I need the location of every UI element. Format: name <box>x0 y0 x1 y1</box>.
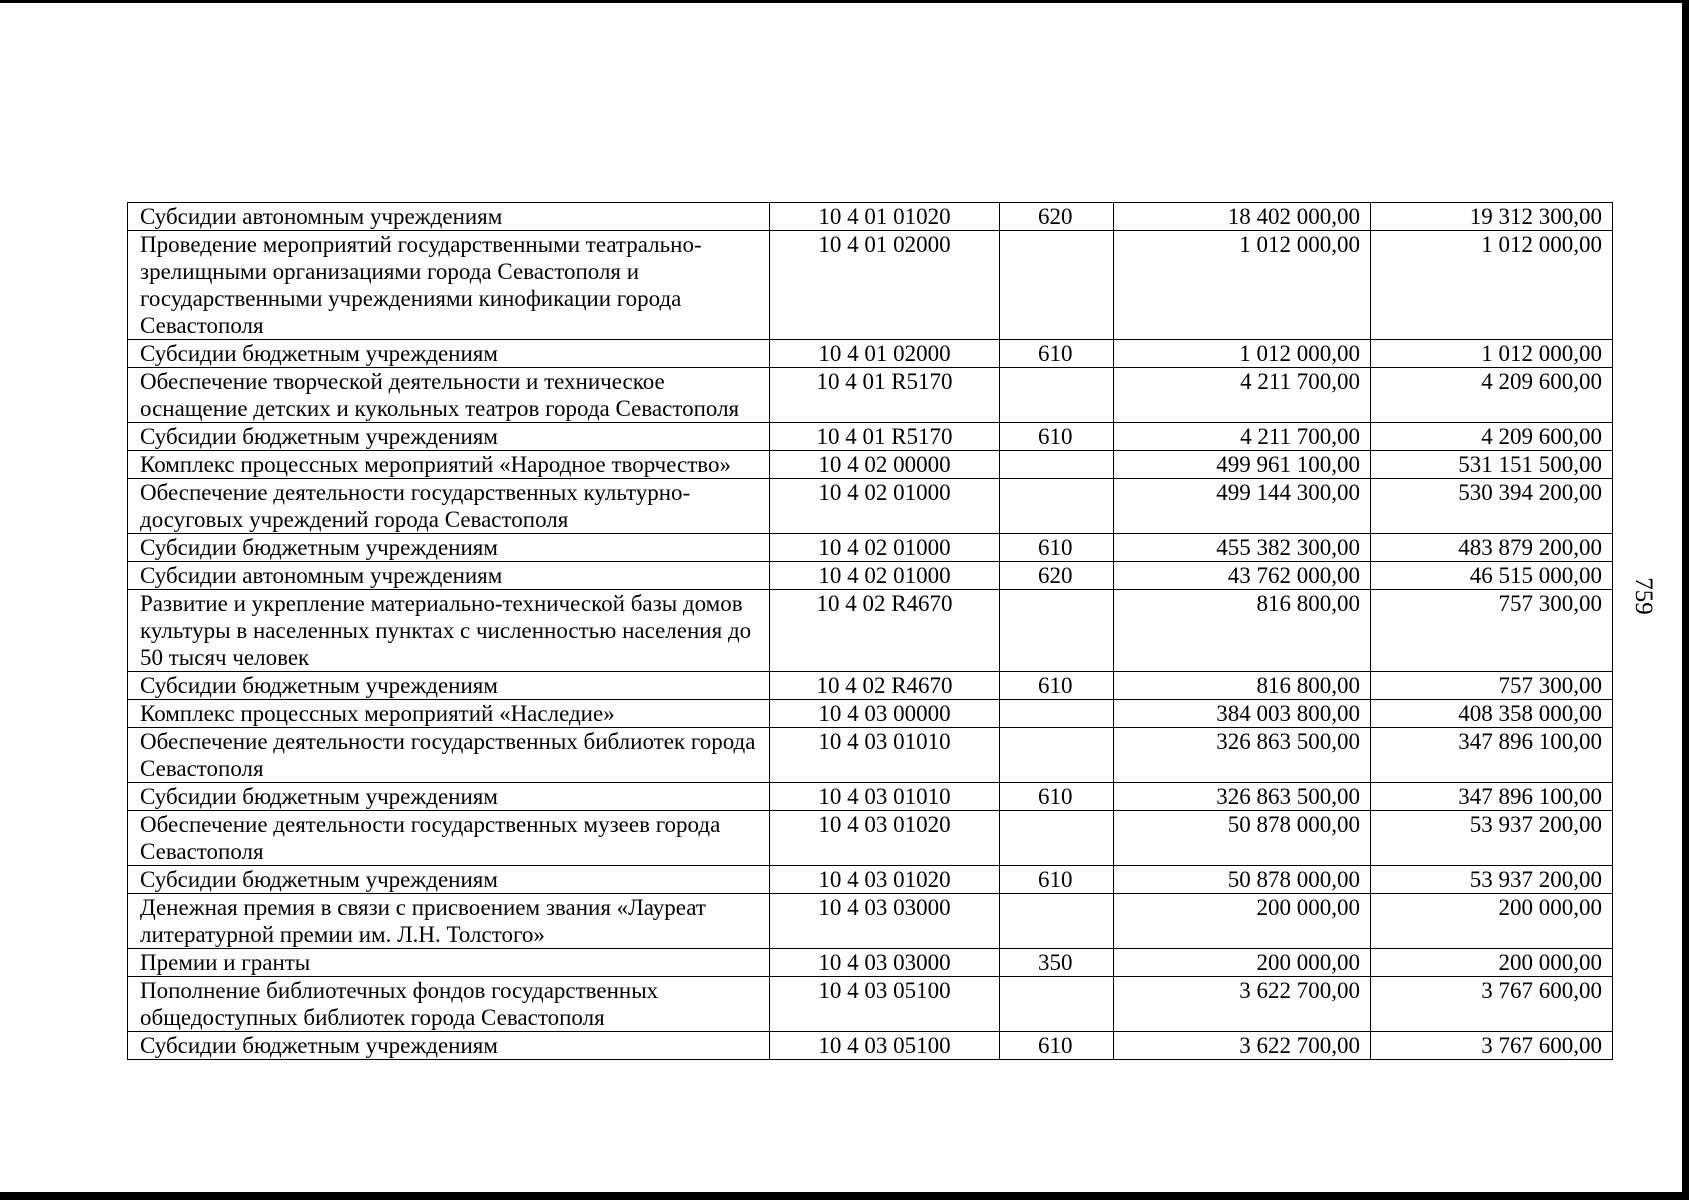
row-amount2-cell: 200 000,00 <box>1371 949 1613 977</box>
row-name-cell: Субсидии бюджетным учреждениям <box>128 534 770 562</box>
row-code-cell: 10 4 03 01010 <box>770 783 1000 811</box>
row-type-cell: 620 <box>1000 562 1114 590</box>
table-row <box>128 340 1613 368</box>
row-amount2-cell: 483 879 200,00 <box>1371 534 1613 562</box>
row-name-cell: Субсидии бюджетным учреждениям <box>128 423 770 451</box>
row-code-cell: 10 4 01 01020 <box>770 203 1000 231</box>
row-name-cell: Развитие и укрепление материально-технической базы домов культуры в населенных пунктах с численностью населения до 50 тысяч человек <box>128 590 770 672</box>
row-amount1-cell: 43 762 000,00 <box>1114 562 1371 590</box>
row-amount1-cell: 1 012 000,00 <box>1114 340 1371 368</box>
row-type-cell <box>1000 977 1114 1032</box>
row-name-cell: Денежная премия в связи с присвоением звания «Лауреат литературной премии им. Л.Н. Толстого» <box>128 894 770 949</box>
row-code-cell: 10 4 03 01020 <box>770 866 1000 894</box>
scan-border-bottom <box>0 1192 1689 1200</box>
row-amount2-cell: 3 767 600,00 <box>1371 977 1613 1032</box>
row-amount2-cell: 347 896 100,00 <box>1371 728 1613 783</box>
row-amount1-cell: 326 863 500,00 <box>1114 728 1371 783</box>
row-name-cell: Субсидии бюджетным учреждениям <box>128 783 770 811</box>
row-amount2-cell: 46 515 000,00 <box>1371 562 1613 590</box>
row-type-cell: 610 <box>1000 866 1114 894</box>
row-amount1-cell: 50 878 000,00 <box>1114 811 1371 866</box>
table-row <box>128 562 1613 590</box>
row-type-cell <box>1000 894 1114 949</box>
row-type-cell <box>1000 231 1114 340</box>
row-name-cell: Субсидии автономным учреждениям <box>128 562 770 590</box>
row-type-cell: 350 <box>1000 949 1114 977</box>
row-type-cell <box>1000 811 1114 866</box>
budget-table-container <box>127 202 1612 1060</box>
table-row <box>128 534 1613 562</box>
row-type-cell: 610 <box>1000 534 1114 562</box>
row-name-cell: Комплекс процессных мероприятий «Наследие» <box>128 700 770 728</box>
row-amount1-cell: 200 000,00 <box>1114 894 1371 949</box>
row-amount2-cell: 408 358 000,00 <box>1371 700 1613 728</box>
row-amount2-cell: 53 937 200,00 <box>1371 811 1613 866</box>
row-type-cell <box>1000 700 1114 728</box>
row-amount2-cell: 53 937 200,00 <box>1371 866 1613 894</box>
table-row <box>128 1032 1613 1060</box>
row-code-cell: 10 4 03 01010 <box>770 728 1000 783</box>
row-amount2-cell: 3 767 600,00 <box>1371 1032 1613 1060</box>
row-code-cell: 10 4 03 00000 <box>770 700 1000 728</box>
table-row <box>128 949 1613 977</box>
table-row <box>128 451 1613 479</box>
row-type-cell: 610 <box>1000 783 1114 811</box>
budget-table-body <box>128 203 1613 1060</box>
row-amount1-cell: 200 000,00 <box>1114 949 1371 977</box>
row-amount2-cell: 347 896 100,00 <box>1371 783 1613 811</box>
row-amount1-cell: 50 878 000,00 <box>1114 866 1371 894</box>
table-row <box>128 231 1613 340</box>
row-amount1-cell: 4 211 700,00 <box>1114 423 1371 451</box>
page-number: 759 <box>1630 577 1657 615</box>
row-amount2-cell: 4 209 600,00 <box>1371 368 1613 423</box>
row-code-cell: 10 4 01 R5170 <box>770 368 1000 423</box>
row-name-cell: Субсидии бюджетным учреждениям <box>128 1032 770 1060</box>
row-type-cell <box>1000 590 1114 672</box>
table-row <box>128 977 1613 1032</box>
row-name-cell: Пополнение библиотечных фондов государственных общедоступных библиотек города Севастополя <box>128 977 770 1032</box>
row-code-cell: 10 4 03 05100 <box>770 1032 1000 1060</box>
table-row <box>128 894 1613 949</box>
table-row <box>128 203 1613 231</box>
row-amount1-cell: 3 622 700,00 <box>1114 977 1371 1032</box>
row-amount1-cell: 455 382 300,00 <box>1114 534 1371 562</box>
row-code-cell: 10 4 03 01020 <box>770 811 1000 866</box>
row-code-cell: 10 4 01 02000 <box>770 231 1000 340</box>
table-row <box>128 811 1613 866</box>
row-amount1-cell: 816 800,00 <box>1114 672 1371 700</box>
row-code-cell: 10 4 03 03000 <box>770 894 1000 949</box>
row-amount1-cell: 326 863 500,00 <box>1114 783 1371 811</box>
row-amount1-cell: 499 961 100,00 <box>1114 451 1371 479</box>
row-amount1-cell: 1 012 000,00 <box>1114 231 1371 340</box>
row-name-cell: Премии и гранты <box>128 949 770 977</box>
row-name-cell: Обеспечение деятельности государственных музеев города Севастополя <box>128 811 770 866</box>
row-amount2-cell: 4 209 600,00 <box>1371 423 1613 451</box>
table-row <box>128 728 1613 783</box>
row-type-cell <box>1000 451 1114 479</box>
table-row <box>128 479 1613 534</box>
table-row <box>128 368 1613 423</box>
row-amount1-cell: 499 144 300,00 <box>1114 479 1371 534</box>
row-code-cell: 10 4 02 R4670 <box>770 590 1000 672</box>
scan-border-right <box>1682 0 1689 1200</box>
row-name-cell: Обеспечение деятельности государственных библиотек города Севастополя <box>128 728 770 783</box>
row-name-cell: Субсидии бюджетным учреждениям <box>128 340 770 368</box>
row-code-cell: 10 4 02 R4670 <box>770 672 1000 700</box>
row-code-cell: 10 4 03 03000 <box>770 949 1000 977</box>
row-amount2-cell: 200 000,00 <box>1371 894 1613 949</box>
row-name-cell: Субсидии бюджетным учреждениям <box>128 672 770 700</box>
row-name-cell: Субсидии бюджетным учреждениям <box>128 866 770 894</box>
row-code-cell: 10 4 01 02000 <box>770 340 1000 368</box>
row-name-cell: Обеспечение творческой деятельности и техническое оснащение детских и кукольных театров города Севастополя <box>128 368 770 423</box>
table-row <box>128 423 1613 451</box>
row-type-cell <box>1000 368 1114 423</box>
row-amount1-cell: 4 211 700,00 <box>1114 368 1371 423</box>
row-amount2-cell: 1 012 000,00 <box>1371 231 1613 340</box>
row-name-cell: Обеспечение деятельности государственных культурно-досуговых учреждений города Севастополя <box>128 479 770 534</box>
row-amount2-cell: 757 300,00 <box>1371 590 1613 672</box>
row-amount1-cell: 3 622 700,00 <box>1114 1032 1371 1060</box>
table-row <box>128 866 1613 894</box>
table-row <box>128 590 1613 672</box>
row-amount2-cell: 1 012 000,00 <box>1371 340 1613 368</box>
row-type-cell: 610 <box>1000 672 1114 700</box>
row-type-cell: 610 <box>1000 1032 1114 1060</box>
row-name-cell: Субсидии автономным учреждениям <box>128 203 770 231</box>
row-amount1-cell: 816 800,00 <box>1114 590 1371 672</box>
row-type-cell <box>1000 728 1114 783</box>
scan-border-top <box>0 0 1689 3</box>
row-code-cell: 10 4 02 01000 <box>770 562 1000 590</box>
table-row <box>128 700 1613 728</box>
budget-table <box>127 202 1613 1060</box>
row-type-cell <box>1000 479 1114 534</box>
row-code-cell: 10 4 02 01000 <box>770 534 1000 562</box>
row-name-cell: Комплекс процессных мероприятий «Народное творчество» <box>128 451 770 479</box>
row-code-cell: 10 4 02 01000 <box>770 479 1000 534</box>
row-type-cell: 610 <box>1000 423 1114 451</box>
row-amount2-cell: 530 394 200,00 <box>1371 479 1613 534</box>
row-amount1-cell: 384 003 800,00 <box>1114 700 1371 728</box>
row-type-cell: 610 <box>1000 340 1114 368</box>
row-amount2-cell: 19 312 300,00 <box>1371 203 1613 231</box>
row-code-cell: 10 4 03 05100 <box>770 977 1000 1032</box>
row-amount2-cell: 757 300,00 <box>1371 672 1613 700</box>
row-code-cell: 10 4 01 R5170 <box>770 423 1000 451</box>
table-row <box>128 783 1613 811</box>
table-row <box>128 672 1613 700</box>
row-type-cell: 620 <box>1000 203 1114 231</box>
row-code-cell: 10 4 02 00000 <box>770 451 1000 479</box>
row-amount1-cell: 18 402 000,00 <box>1114 203 1371 231</box>
row-name-cell: Проведение мероприятий государственными театрально-зрелищными организациями города Севастополя и государственными учреждениями кинофикации города Севастополя <box>128 231 770 340</box>
row-amount2-cell: 531 151 500,00 <box>1371 451 1613 479</box>
